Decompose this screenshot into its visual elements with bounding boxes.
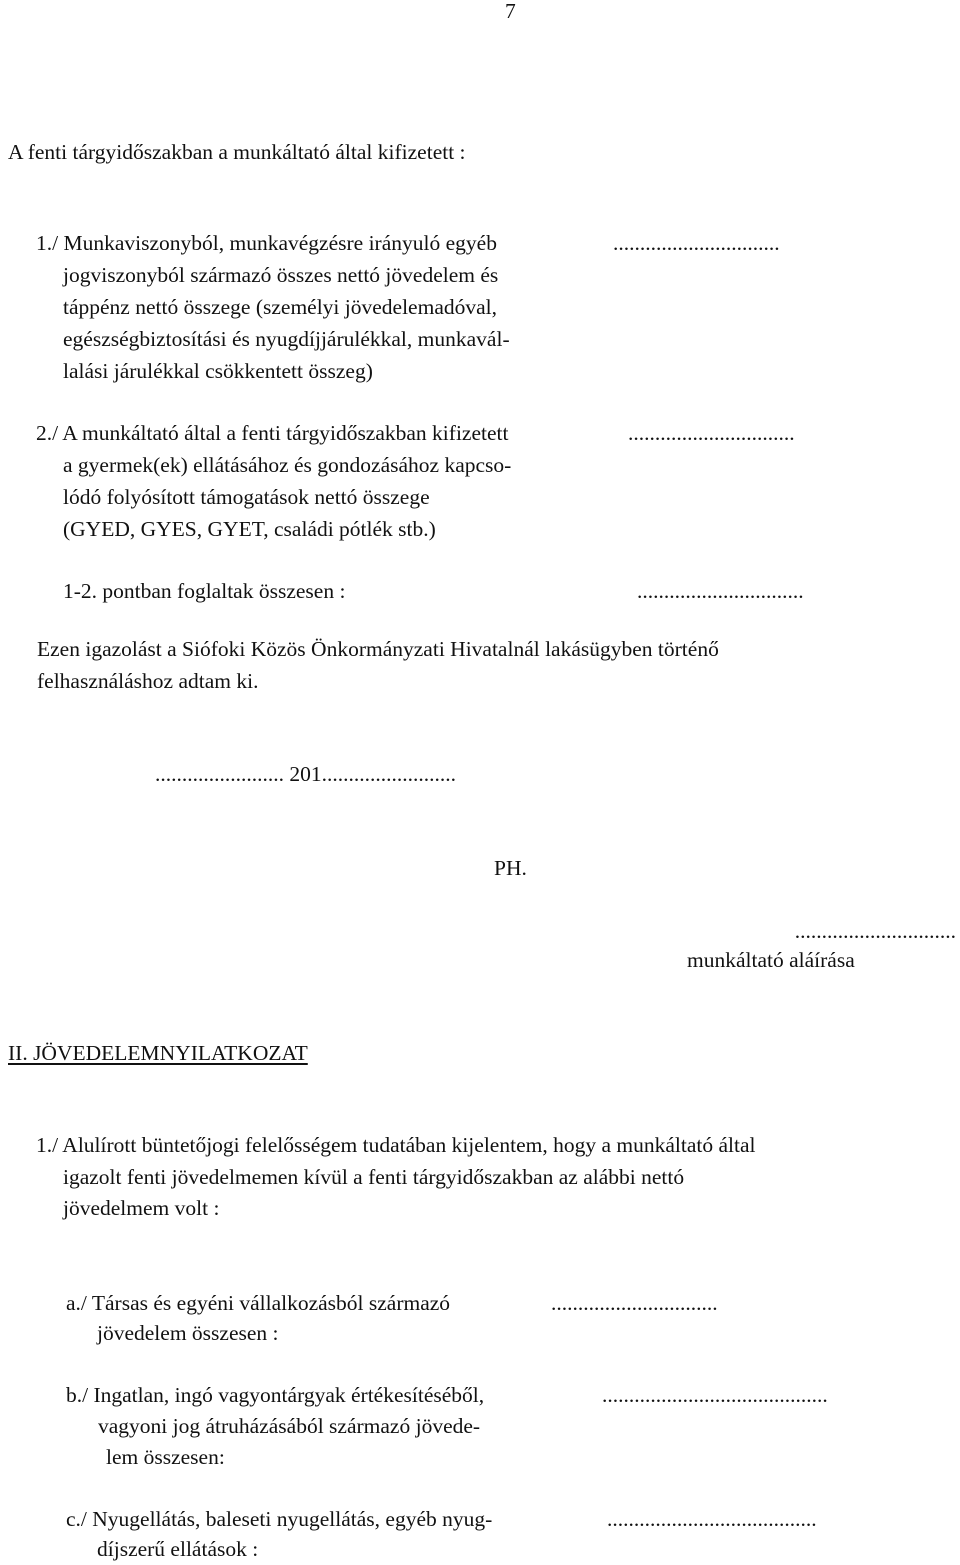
item-1-line-1: 1./ Munkaviszonyból, munkavégzésre irányuló egyéb [36,231,497,255]
item-b-amount-dots: .......................................... [602,1383,828,1407]
declaration-line-2: igazolt fenti jövedelmemen kívül a fenti tárgyidőszakban az alábbi nettó [63,1165,685,1189]
item-1-line-4: egészségbiztosítási és nyugdíjjárulékkal, munkavál- [63,327,510,351]
item-2-amount-dots: ............................... [628,421,795,445]
item-2-line-1: 2./ A munkáltató által a fenti tárgyidőszakban kifizetett [36,421,509,445]
item-c-amount-dots: ....................................... [607,1507,817,1531]
item-b-line-1: b./ Ingatlan, ingó vagyontárgyak értékesítéséből, [66,1383,485,1407]
signature-dots: .............................. [794,919,956,943]
item-1-line-3: táppénz nettó összege (személyi jövedelemadóval, [63,295,498,319]
item-2-line-3: lódó folyósított támogatások nettó összege [63,485,430,509]
item-b-line-3: lem összesen: [106,1445,225,1469]
page-number: 7 [505,0,516,23]
stamp-label: PH. [494,856,527,880]
item-2-line-4: (GYED, GYES, GYET, családi pótlék stb.) [63,517,436,541]
item-a-line-2: jövedelem összesen : [97,1321,279,1345]
section-2-title: II. JÖVEDELEMNYILATKOZAT [8,1041,308,1065]
item-a-line-1: a./ Társas és egyéni vállalkozásból származó [66,1291,451,1315]
declaration-line-1: 1./ Alulírott büntetőjogi felelősségem tudatában kijelentem, hogy a munkáltató által [36,1133,756,1157]
total-label: 1-2. pontban foglaltak összesen : [63,579,346,603]
item-2-line-2: a gyermek(ek) ellátásához és gondozásához kapcso- [63,453,512,477]
item-1-line-2: jogviszonyból származó összes nettó jövedelem és [63,263,499,287]
item-b-line-2: vagyoni jog átruházásából származó jövede- [98,1414,481,1438]
intro-text: A fenti tárgyidőszakban a munkáltató által kifizetett : [8,140,466,164]
signature-label: munkáltató aláírása [687,948,855,972]
item-c-line-2: díjszerű ellátások : [97,1537,259,1561]
total-amount-dots: ............................... [637,579,804,603]
declaration-line-3: jövedelmem volt : [63,1196,220,1220]
item-1-amount-dots: ............................... [613,231,780,255]
statement-line-1: Ezen igazolást a Siófoki Közös Önkormányzati Hivatalnál lakásügyben történő [37,637,719,661]
date-line: ........................ 201......................... [155,762,456,786]
item-1-line-5: lalási járulékkal csökkentett összeg) [63,359,373,383]
item-a-amount-dots: ............................... [551,1291,718,1315]
item-c-line-1: c./ Nyugellátás, baleseti nyugellátás, egyéb nyug- [66,1507,493,1531]
statement-line-2: felhasználáshoz adtam ki. [37,669,259,693]
